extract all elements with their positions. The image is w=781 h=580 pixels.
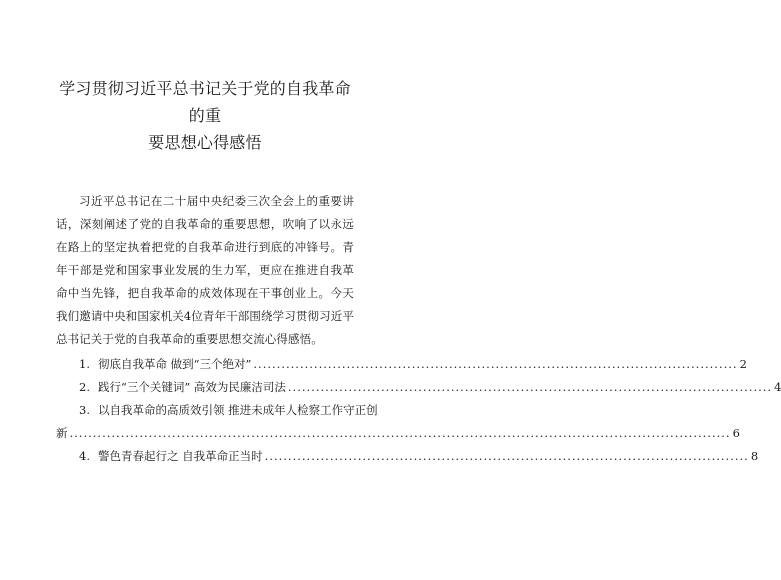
toc-entry-4[interactable] xyxy=(56,445,759,468)
title-line-1: 学习贯彻习近平总书记关于党的自我革命的重 xyxy=(59,79,351,125)
intro-paragraph: 习近平总书记在二十届中央纪委三次全会上的重要讲话，深刻阐述了党的自我革命的重要思想，吹响了以永远在路上的坚定执着把党的自我革命进行到底的冲锋号。青年干部是党和国家事业发展的生力军，更应在推进自我革命中当先锋，把自我革命的成效体现在干事创业上。今天我们邀请中央和国家机关4位青年干部围绕学习贯彻习近平总书记关于党的自我革命的重要思想交流心得感悟。 xyxy=(56,194,354,346)
title-line-2: 要思想心得感悟 xyxy=(148,133,262,152)
document-title xyxy=(56,75,354,156)
toc-entry-1[interactable] xyxy=(56,353,747,376)
table-of-contents xyxy=(56,353,781,468)
toc-entry-title: 彻底自我革命 做到“三个绝对” xyxy=(97,357,252,371)
toc-entry-page: 6 xyxy=(732,426,740,440)
toc-leader-dots: .............................................................................................................................................. xyxy=(69,426,731,440)
toc-leader-dots: ........................................................................................................ xyxy=(287,380,773,394)
toc-entry-page: 4 xyxy=(774,380,781,394)
toc-entry-number: 3. xyxy=(79,403,90,417)
toc-entry-2[interactable] xyxy=(56,376,781,399)
toc-entry-page: 2 xyxy=(739,357,747,371)
toc-entry-title: 以自我革命的高质效引领 推进未成年人检察工作守正创 xyxy=(97,403,378,417)
toc-entry-number: 4. xyxy=(79,449,90,463)
toc-entry-title: 警色青春起行之 自我革命正当时 xyxy=(97,449,263,463)
toc-entry-page: 8 xyxy=(750,449,759,463)
toc-entry-title-continued: 新 xyxy=(56,426,68,440)
toc-entry-3[interactable] xyxy=(56,399,740,445)
toc-entry-number: 2. xyxy=(79,380,90,394)
toc-leader-dots: ........................................................................................................ xyxy=(253,357,738,371)
toc-entry-number: 1. xyxy=(79,357,90,371)
toc-entry-title: 践行“三个关键词” 高效为民廉洁司法 xyxy=(97,380,286,394)
toc-leader-dots: ........................................................................................................ xyxy=(264,449,749,463)
